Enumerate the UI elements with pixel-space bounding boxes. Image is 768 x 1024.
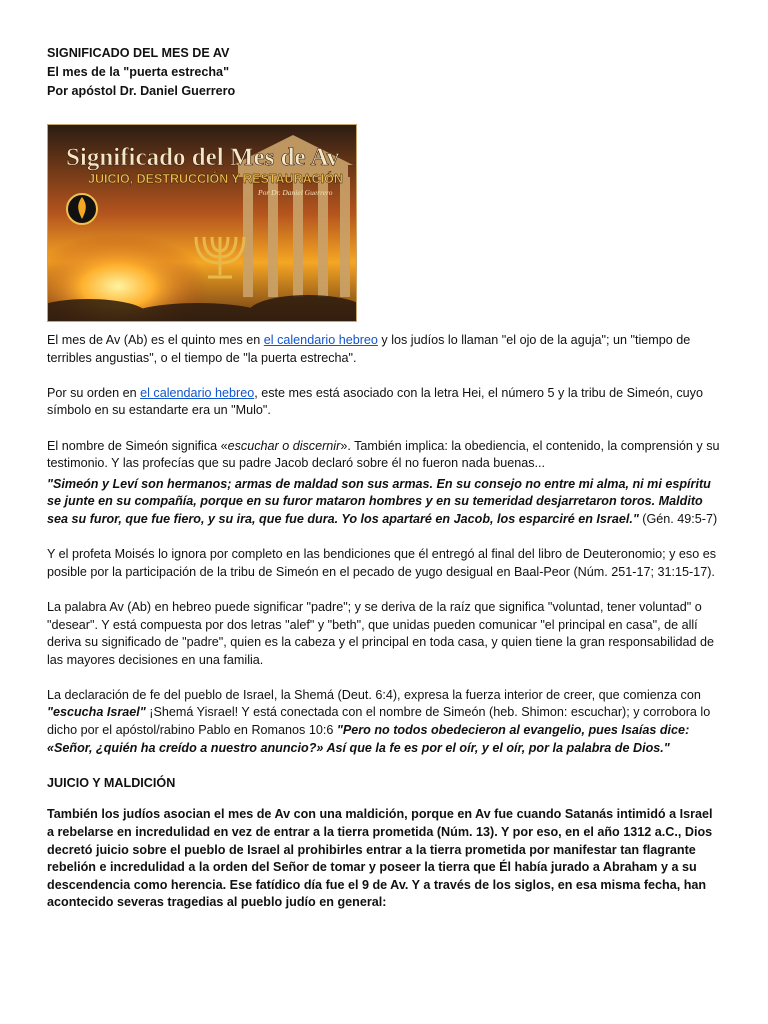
- paragraph-3: El nombre de Simeón significa «escuchar o discernir». También implica: la obediencia, el contenido, la comprensión y su testimonio. Y las profecías que su padre Jacob declaró sobre él no fueron nada buenas...: [47, 438, 720, 471]
- document-body: [47, 332, 721, 930]
- document-header: [47, 44, 235, 101]
- paragraph-4: Y el profeta Moisés lo ignora por completo en las bendiciones que él entregó al final del libro de Deuteronomio; y eso es posible por la participación de la tribu de Simeón en el pecado de yugo desigual en Baal-Peor (Núm. 251-17; 31:15-17).: [47, 547, 717, 579]
- cover-image: [47, 124, 357, 322]
- paragraph-1: El mes de Av (Ab) es el quinto mes en el calendario hebreo y los judíos lo llaman "el ojo de la aguja"; un "tiempo de terribles angustias", o el tiempo de "la puerta estrecha".: [47, 333, 691, 365]
- image-subtitle: JUICIO, DESTRUCCIÓN Y RESTAURACIÓN: [88, 172, 343, 186]
- paragraph-5: La palabra Av (Ab) en hebreo puede significar "padre"; y se deriva de la raíz que significa "voluntad, tener voluntad" o "desear". Y está compuesta por dos letras "alef" y "beth", que unidas pueden comunicar "el principal en casa", de allí deriva su significado de "padre", quien es la cabeza y el principal en toda casa, y quien tiene la gran responsabilidad de las mayores decisiones en una familia.: [47, 599, 715, 667]
- scripture-quote: "Simeón y Leví son hermanos; armas de maldad son sus armas. En su consejo no entre mi alma, ni mi espíritu se junte en su compañía, porque en su furor mataron hombres y en su temeridad desjarretaron toros. Maldito sea su furor, que fue fiero, y su ira, que fue dura. Yo los apartaré en Jacob, los esparciré en Israel." (Gén. 49:5-7): [47, 476, 718, 526]
- page-title: SIGNIFICADO DEL MES DE AV: [47, 46, 230, 60]
- flame-emblem-icon: [67, 194, 97, 224]
- calendar-link-2[interactable]: el calendario hebreo: [140, 385, 255, 400]
- section-heading: JUICIO Y MALDICIÓN: [47, 775, 176, 790]
- author-line: Por apóstol Dr. Daniel Guerrero: [47, 84, 236, 98]
- paragraph-2: Por su orden en el calendario hebreo, este mes está asociado con la letra Hei, el número 5 y la tribu de Simeón, cuyo símbolo en su estandarte era un "Mulo".: [47, 385, 703, 418]
- section-paragraph: También los judíos asocian el mes de Av con una maldición, porque en Av fue cuando Satanás intimidó a Israel a rebelarse en incredulidad en vez de entrar a la tierra prometida (Núm. 13). Y por eso, en el año 1312 a.C., Dios decretó juicio sobre el pueblo de Israel al prohibirles entrar a la tierra prometida por manifestar tan flagrante rebelión e incredulidad a la orden del Señor de tomar y poseer la tierra que Él había jurado a Abraham y a su descendencia como herencia. Ese fatídico día fue el 9 de Av. Y a través de los siglos, en esa misma fecha, han acontecido severas tragedias al pueblo judío en general:: [47, 807, 713, 910]
- page-subtitle: El mes de la "puerta estrecha": [47, 65, 230, 79]
- image-title: Significado del Mes de Av: [66, 144, 340, 171]
- image-byline: Por Dr. Daniel Guerrero: [258, 188, 333, 197]
- paragraph-6: La declaración de fe del pueblo de Israel, la Shemá (Deut. 6:4), expresa la fuerza interior de creer, que comienza con "escucha Israel" ¡Shemá Yisrael! Y está conectada con el nombre de Simeón (heb. Shimon: escuchar); y corrobora lo dicho por el apóstol/rabino Pablo en Romanos 10:6 "Pero no todos obedecieron al evangelio, pues Isaías dice: «Señor, ¿quién ha creído a nuestro anuncio?» Así que la fe es por el oír, y el oír, por la palabra de Dios.": [47, 687, 711, 755]
- calendar-link-1[interactable]: el calendario hebreo: [263, 333, 378, 347]
